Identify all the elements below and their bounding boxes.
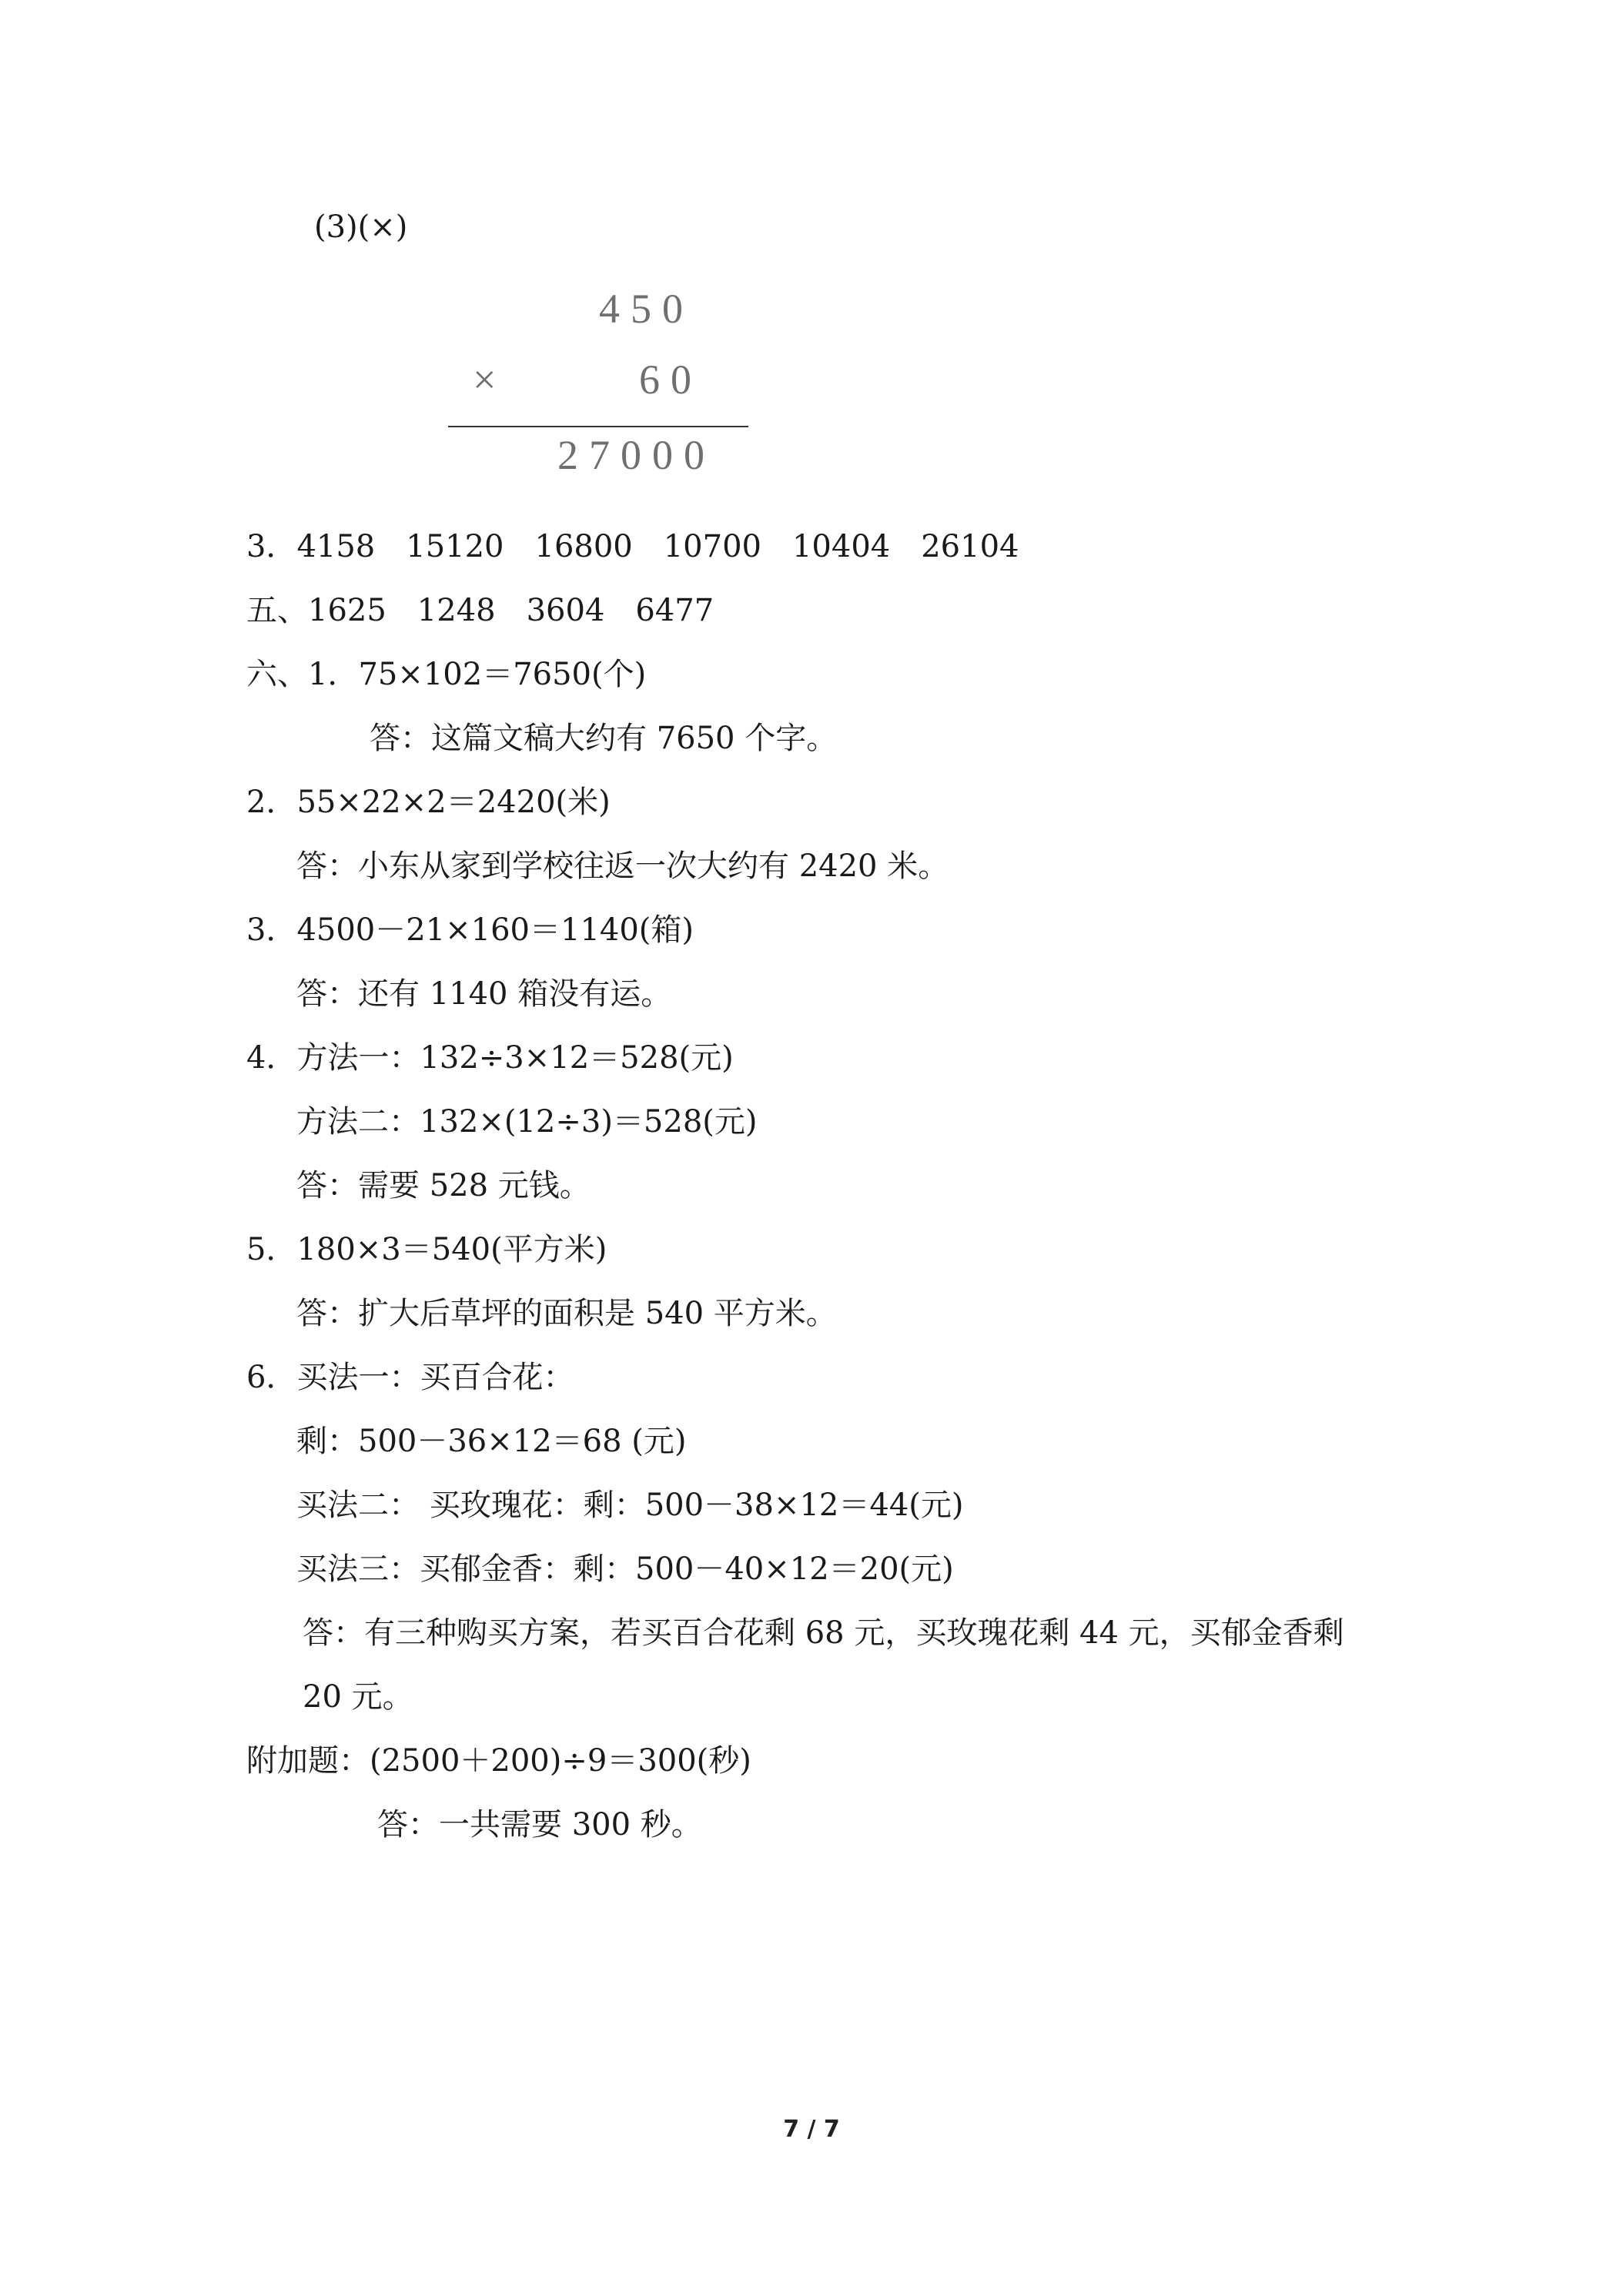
product: 27000	[557, 432, 715, 478]
answer-6-6-reply-line-2: 20 元。	[303, 1679, 413, 1715]
answer-6-4-reply: 答：需要 528 元钱。	[296, 1168, 591, 1203]
multiplier: 60	[639, 356, 702, 403]
answer-5: 五、1625 1248 3604 6477	[246, 593, 714, 628]
bonus-question-reply: 答：一共需要 300 秒。	[377, 1807, 702, 1842]
sub-item-label: (3)(×)	[314, 209, 408, 245]
answer-6-6-remainder: 剩：500－36×12＝68 (元)	[296, 1424, 687, 1459]
answer-3: 3．4158 15120 16800 10700 10404 26104	[246, 529, 1019, 564]
answer-6-2-reply: 答：小东从家到学校往返一次大约有 2420 米。	[296, 848, 949, 884]
vertical-multiplication	[431, 285, 755, 493]
multiplicand: 450	[599, 286, 694, 332]
answer-6-1: 六、1．75×102＝7650(个)	[246, 657, 647, 692]
answer-6-2: 2．55×22×2＝2420(米)	[246, 785, 611, 820]
calc-rule	[448, 426, 748, 427]
answer-6-4-method-2: 方法二：132×(12÷3)＝528(元)	[296, 1104, 758, 1140]
answer-6-4: 4．方法一：132÷3×12＝528(元)	[246, 1040, 734, 1076]
bonus-question: 附加题：(2500＋200)÷9＝300(秒)	[246, 1743, 751, 1779]
multiply-operator: ×	[473, 356, 507, 403]
answer-6-6: 6．买法一：买百合花：	[246, 1360, 574, 1395]
answer-6-6-reply-line-1: 答：有三种购买方案，若买百合花剩 68 元，买玫瑰花剩 44 元，买郁金香剩	[303, 1615, 1344, 1651]
answer-6-1-reply: 答：这篇文稿大约有 7650 个字。	[370, 721, 838, 756]
answer-6-5: 5．180×3＝540(平方米)	[246, 1232, 607, 1267]
answer-6-5-reply: 答：扩大后草坪的面积是 540 平方米。	[296, 1296, 837, 1331]
answer-6-3-reply: 答：还有 1140 箱没有运。	[296, 976, 672, 1012]
page-number: 7 / 7	[783, 2116, 840, 2143]
answer-6-6-method-2: 买法二： 买玫瑰花：剩：500－38×12＝44(元)	[296, 1488, 964, 1523]
answer-6-6-method-3: 买法三：买郁金香：剩：500－40×12＝20(元)	[296, 1551, 954, 1587]
answer-6-3: 3．4500－21×160＝1140(箱)	[246, 912, 694, 948]
